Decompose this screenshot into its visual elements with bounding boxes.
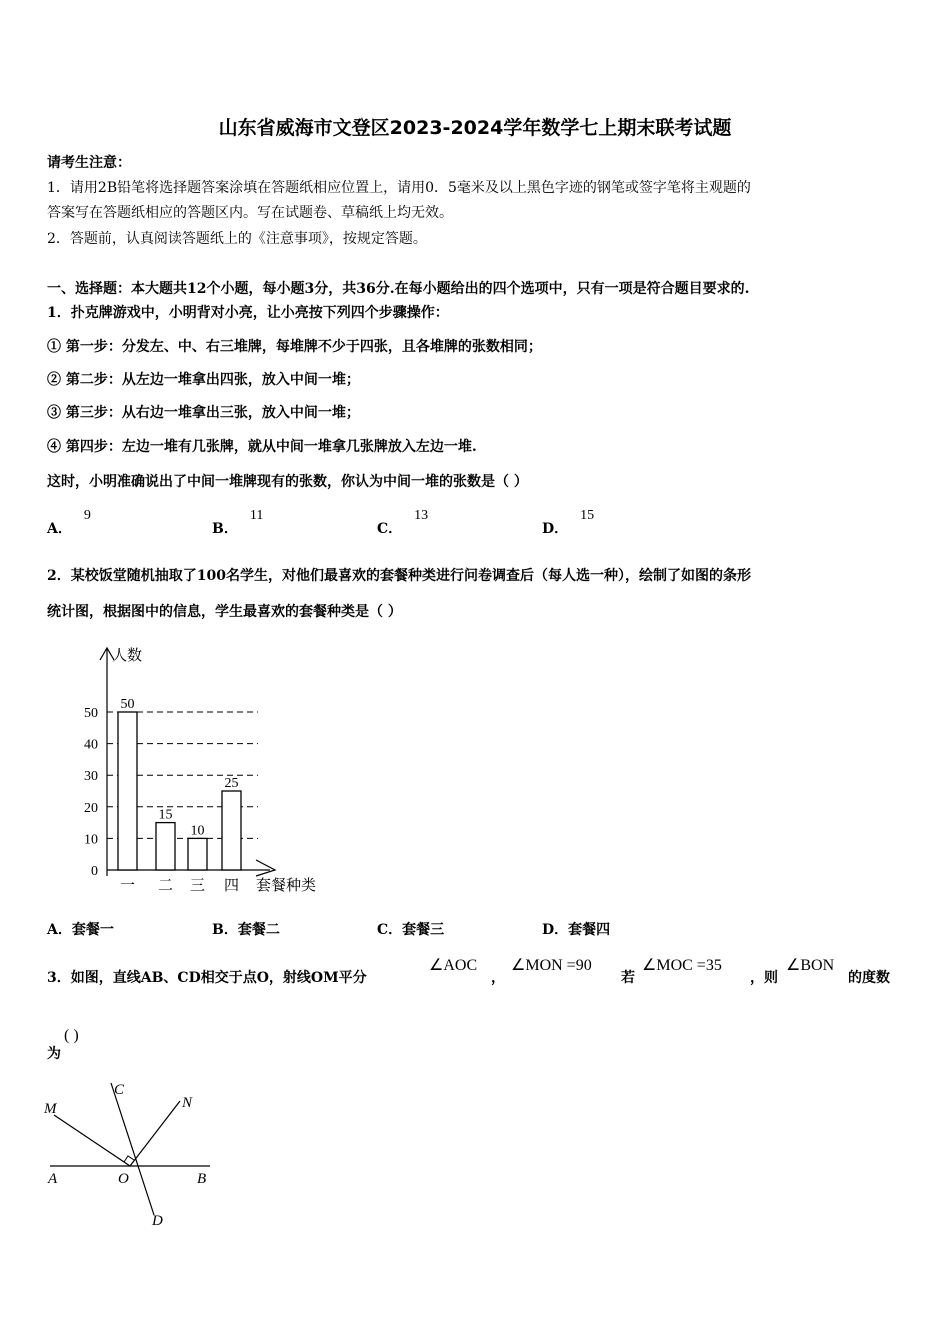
data-label: 50 xyxy=(120,697,135,712)
data-label: 25 xyxy=(224,776,239,791)
label-a: A xyxy=(48,1171,58,1187)
q1-step-4: ④ 第四步：左边一堆有几张牌，就从中间一堆拿几张牌放入左边一堆. xyxy=(47,439,477,455)
q1-option-c xyxy=(377,508,429,538)
label-d: D xyxy=(152,1213,163,1229)
q3-angle-mon: ∠MON =90 xyxy=(511,957,592,974)
q2-option-a: A．套餐一 xyxy=(47,922,114,938)
q1-step-2: ② 第二步：从左边一堆拿出四张，放入中间一堆； xyxy=(47,372,360,388)
notice-line-1a: 1．请用2B铅笔将选择题答案涂填在答题纸相应位置上，请用0．5毫米及以上黑色字迹的钢笔或签字笔将主观题的 xyxy=(47,180,751,196)
option-label: C． xyxy=(377,521,403,537)
y-axis-title: 人数 xyxy=(112,648,143,664)
section-heading: 一、选择题：本大题共12个小题，每小题3分，共36分.在每小题给出的四个选项中，只有一项是符合题目要求的. xyxy=(47,281,750,297)
q3-comma: ， xyxy=(491,970,505,986)
q3-suffix: 的度数 xyxy=(848,970,890,986)
q3-ruo: 若 xyxy=(621,970,635,986)
option-value: 15 xyxy=(580,508,595,523)
q3-angle-bon: ∠BON xyxy=(786,957,835,974)
q1-step-3: ③ 第三步：从右边一堆拿出三张，放入中间一堆； xyxy=(47,405,360,421)
label-b: B xyxy=(197,1171,207,1187)
q1-step-1: ① 第一步：分发左、中、右三堆牌，每堆牌不少于四张，且各堆牌的张数相同； xyxy=(47,339,542,355)
label-n: N xyxy=(182,1095,193,1111)
q2-stem-line-2: 统计图，根据图中的信息，学生最喜欢的套餐种类是（ ） xyxy=(47,604,402,620)
y-tick-label: 50 xyxy=(84,706,98,721)
category-label: 三 xyxy=(189,878,206,894)
label-o: O xyxy=(118,1171,129,1187)
ray-om xyxy=(54,1115,130,1166)
y-tick-label: 30 xyxy=(84,769,98,785)
q3-answer-paren: ( ) xyxy=(64,1027,79,1044)
q2-option-b: B．套餐二 xyxy=(212,922,280,938)
q1-option-b xyxy=(212,508,264,538)
q2-stem-line-1: 2．某校饭堂随机抽取了100名学生，对他们最喜欢的套餐种类进行问卷调查后（每人选一种），绘制了如图的条形 xyxy=(47,568,751,584)
option-value: 11 xyxy=(249,508,264,523)
y-tick-label: 10 xyxy=(84,832,98,848)
category-label: 二 xyxy=(157,878,174,894)
line-cd xyxy=(111,1083,154,1215)
y-tick-labels xyxy=(84,706,98,879)
bar xyxy=(188,838,207,870)
x-axis-arrow xyxy=(256,860,275,876)
option-label: D． xyxy=(542,521,569,537)
y-tick-label: 0 xyxy=(91,864,98,879)
ray-on xyxy=(130,1101,180,1166)
geometry-figure xyxy=(40,1075,230,1235)
bars xyxy=(118,697,241,870)
q3-angle-aoc: ∠AOC xyxy=(429,957,478,974)
notice-line-2: 2．答题前，认真阅读答题纸上的《注意事项》，按规定答题。 xyxy=(47,231,427,247)
q1-option-d xyxy=(542,508,595,538)
bar-chart xyxy=(70,640,340,900)
category-labels xyxy=(120,877,239,894)
q3-ze: ，则 xyxy=(750,970,778,986)
label-c: C xyxy=(114,1082,125,1098)
category-label: 一 xyxy=(119,878,136,894)
notice-heading: 请考生注意： xyxy=(47,155,131,171)
q3-prefix: 3．如图，直线AB、CD相交于点O，射线OM平分 xyxy=(47,970,367,986)
q2-option-d: D．套餐四 xyxy=(542,922,611,938)
q3-line-2: 为 xyxy=(47,1046,61,1062)
data-label: 15 xyxy=(158,807,173,823)
y-tick-label: 20 xyxy=(84,800,98,816)
q1-option-a xyxy=(47,508,91,538)
page-title: 山东省威海市文登区2023-2024学年数学七上期末联考试题 xyxy=(218,117,732,139)
bar xyxy=(118,712,137,870)
data-label: 10 xyxy=(190,823,205,839)
category-label: 四 xyxy=(223,878,240,894)
y-tick-label: 40 xyxy=(84,737,98,753)
q1-stem: 1．扑克牌游戏中，小明背对小亮，让小亮按下列四个步骤操作： xyxy=(47,305,449,321)
q3-angle-moc: ∠MOC =35 xyxy=(642,957,722,974)
notice-line-1b: 答案写在答题纸相应的答题区内。写在试题卷、草稿纸上均无效。 xyxy=(47,205,453,221)
option-label: B． xyxy=(212,521,238,537)
x-axis-title: 套餐种类 xyxy=(256,878,317,894)
option-value: 9 xyxy=(83,508,91,523)
right-angle-mark xyxy=(124,1156,134,1162)
bar xyxy=(156,823,175,870)
q2-option-c: C．套餐三 xyxy=(377,922,445,938)
bar xyxy=(222,791,241,870)
option-label: A． xyxy=(47,521,72,537)
option-value: 13 xyxy=(414,508,429,523)
label-m: M xyxy=(44,1101,57,1117)
q1-question: 这时，小明准确说出了中间一堆牌现有的张数，你认为中间一堆的张数是（ ） xyxy=(47,474,528,490)
